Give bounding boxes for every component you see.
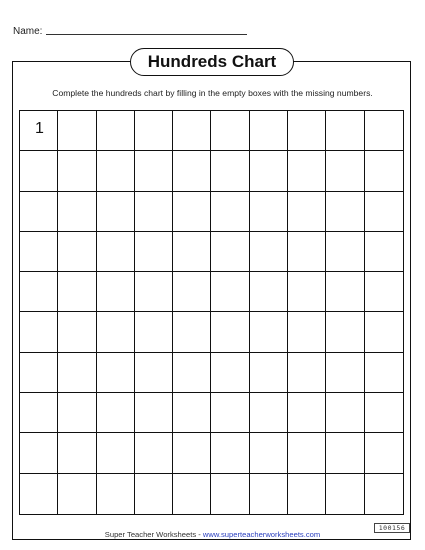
chart-cell[interactable] (135, 272, 173, 312)
chart-cell[interactable] (326, 393, 364, 433)
chart-cell[interactable] (173, 151, 211, 191)
chart-cell[interactable] (58, 151, 96, 191)
chart-cell[interactable] (211, 111, 249, 151)
name-label: Name: (13, 26, 43, 37)
chart-cell[interactable] (288, 111, 326, 151)
chart-cell[interactable] (20, 312, 58, 352)
chart-cell[interactable] (58, 192, 96, 232)
chart-cell[interactable] (173, 474, 211, 514)
chart-cell[interactable] (20, 393, 58, 433)
chart-cell[interactable] (211, 393, 249, 433)
chart-cell[interactable] (211, 272, 249, 312)
chart-cell[interactable] (211, 192, 249, 232)
worksheet-code: 100156 (374, 523, 410, 533)
worksheet-title: Hundreds Chart (130, 48, 294, 76)
chart-cell[interactable] (365, 111, 403, 151)
chart-cell[interactable] (365, 232, 403, 272)
chart-cell[interactable] (365, 151, 403, 191)
chart-cell[interactable] (288, 353, 326, 393)
chart-cell[interactable] (97, 353, 135, 393)
chart-cell[interactable] (250, 393, 288, 433)
chart-cell[interactable] (97, 474, 135, 514)
chart-cell[interactable] (58, 393, 96, 433)
chart-cell[interactable] (20, 433, 58, 473)
chart-cell[interactable] (135, 151, 173, 191)
chart-cell[interactable] (288, 393, 326, 433)
chart-cell[interactable] (97, 111, 135, 151)
chart-cell[interactable] (173, 111, 211, 151)
chart-cell[interactable] (326, 192, 364, 232)
chart-cell[interactable] (97, 192, 135, 232)
chart-cell[interactable] (365, 393, 403, 433)
chart-cell[interactable] (250, 353, 288, 393)
chart-cell[interactable] (58, 353, 96, 393)
chart-cell[interactable] (135, 232, 173, 272)
chart-cell[interactable] (250, 192, 288, 232)
chart-cell[interactable] (365, 433, 403, 473)
chart-cell[interactable] (173, 433, 211, 473)
chart-cell[interactable] (58, 433, 96, 473)
chart-cell[interactable] (135, 353, 173, 393)
chart-cell[interactable] (20, 111, 58, 151)
chart-cell[interactable] (135, 474, 173, 514)
instructions-text: Complete the hundreds chart by filling in the empty boxes with the missing numbers. (52, 88, 373, 98)
chart-cell[interactable] (173, 192, 211, 232)
chart-cell[interactable] (211, 474, 249, 514)
chart-cell[interactable] (97, 151, 135, 191)
chart-cell[interactable] (135, 111, 173, 151)
chart-cell[interactable] (58, 474, 96, 514)
chart-cell[interactable] (288, 151, 326, 191)
chart-cell[interactable] (365, 192, 403, 232)
chart-cell[interactable] (58, 232, 96, 272)
cell-number: 1 (35, 120, 44, 137)
name-line[interactable] (46, 34, 247, 35)
chart-cell[interactable] (288, 433, 326, 473)
chart-cell[interactable] (250, 312, 288, 352)
chart-cell[interactable] (20, 192, 58, 232)
chart-cell[interactable] (365, 312, 403, 352)
footer-text: Super Teacher Worksheets - (104, 530, 203, 539)
chart-cell[interactable] (211, 151, 249, 191)
chart-cell[interactable] (20, 474, 58, 514)
name-field (13, 26, 247, 37)
chart-cell[interactable] (173, 312, 211, 352)
chart-cell[interactable] (326, 272, 364, 312)
chart-cell[interactable] (250, 272, 288, 312)
chart-cell[interactable] (288, 312, 326, 352)
chart-cell[interactable] (58, 272, 96, 312)
chart-cell[interactable] (97, 272, 135, 312)
footer (0, 530, 425, 539)
chart-cell[interactable] (211, 433, 249, 473)
chart-cell[interactable] (250, 232, 288, 272)
chart-cell[interactable] (20, 353, 58, 393)
chart-cell[interactable] (326, 312, 364, 352)
chart-cell[interactable] (135, 393, 173, 433)
chart-cell[interactable] (326, 232, 364, 272)
chart-cell[interactable] (173, 353, 211, 393)
chart-cell[interactable] (97, 312, 135, 352)
chart-cell[interactable] (97, 433, 135, 473)
chart-cell[interactable] (365, 272, 403, 312)
chart-cell[interactable] (173, 272, 211, 312)
chart-cell[interactable] (211, 232, 249, 272)
chart-cell[interactable] (365, 474, 403, 514)
chart-cell[interactable] (20, 272, 58, 312)
chart-cell[interactable] (97, 232, 135, 272)
chart-cell[interactable] (288, 272, 326, 312)
chart-cell[interactable] (135, 312, 173, 352)
chart-cell[interactable] (250, 474, 288, 514)
chart-cell[interactable] (250, 433, 288, 473)
chart-cell[interactable] (173, 393, 211, 433)
chart-cell[interactable] (97, 393, 135, 433)
chart-cell[interactable] (288, 192, 326, 232)
chart-cell[interactable] (135, 192, 173, 232)
chart-cell[interactable] (58, 111, 96, 151)
chart-cell[interactable] (326, 151, 364, 191)
chart-cell[interactable] (326, 433, 364, 473)
chart-cell[interactable] (326, 111, 364, 151)
chart-cell[interactable] (173, 232, 211, 272)
chart-cell[interactable] (288, 232, 326, 272)
chart-cell[interactable] (135, 433, 173, 473)
chart-cell[interactable] (288, 474, 326, 514)
chart-cell[interactable] (326, 474, 364, 514)
chart-cell[interactable] (211, 353, 249, 393)
chart-cell[interactable] (250, 111, 288, 151)
chart-cell[interactable] (20, 151, 58, 191)
chart-cell[interactable] (211, 312, 249, 352)
chart-cell[interactable] (250, 151, 288, 191)
chart-cell[interactable] (365, 353, 403, 393)
footer-link[interactable]: www.superteacherworksheets.com (202, 530, 321, 539)
chart-cell[interactable] (326, 353, 364, 393)
chart-cell[interactable] (58, 312, 96, 352)
hundreds-chart-grid (19, 110, 404, 515)
chart-cell[interactable] (20, 232, 58, 272)
